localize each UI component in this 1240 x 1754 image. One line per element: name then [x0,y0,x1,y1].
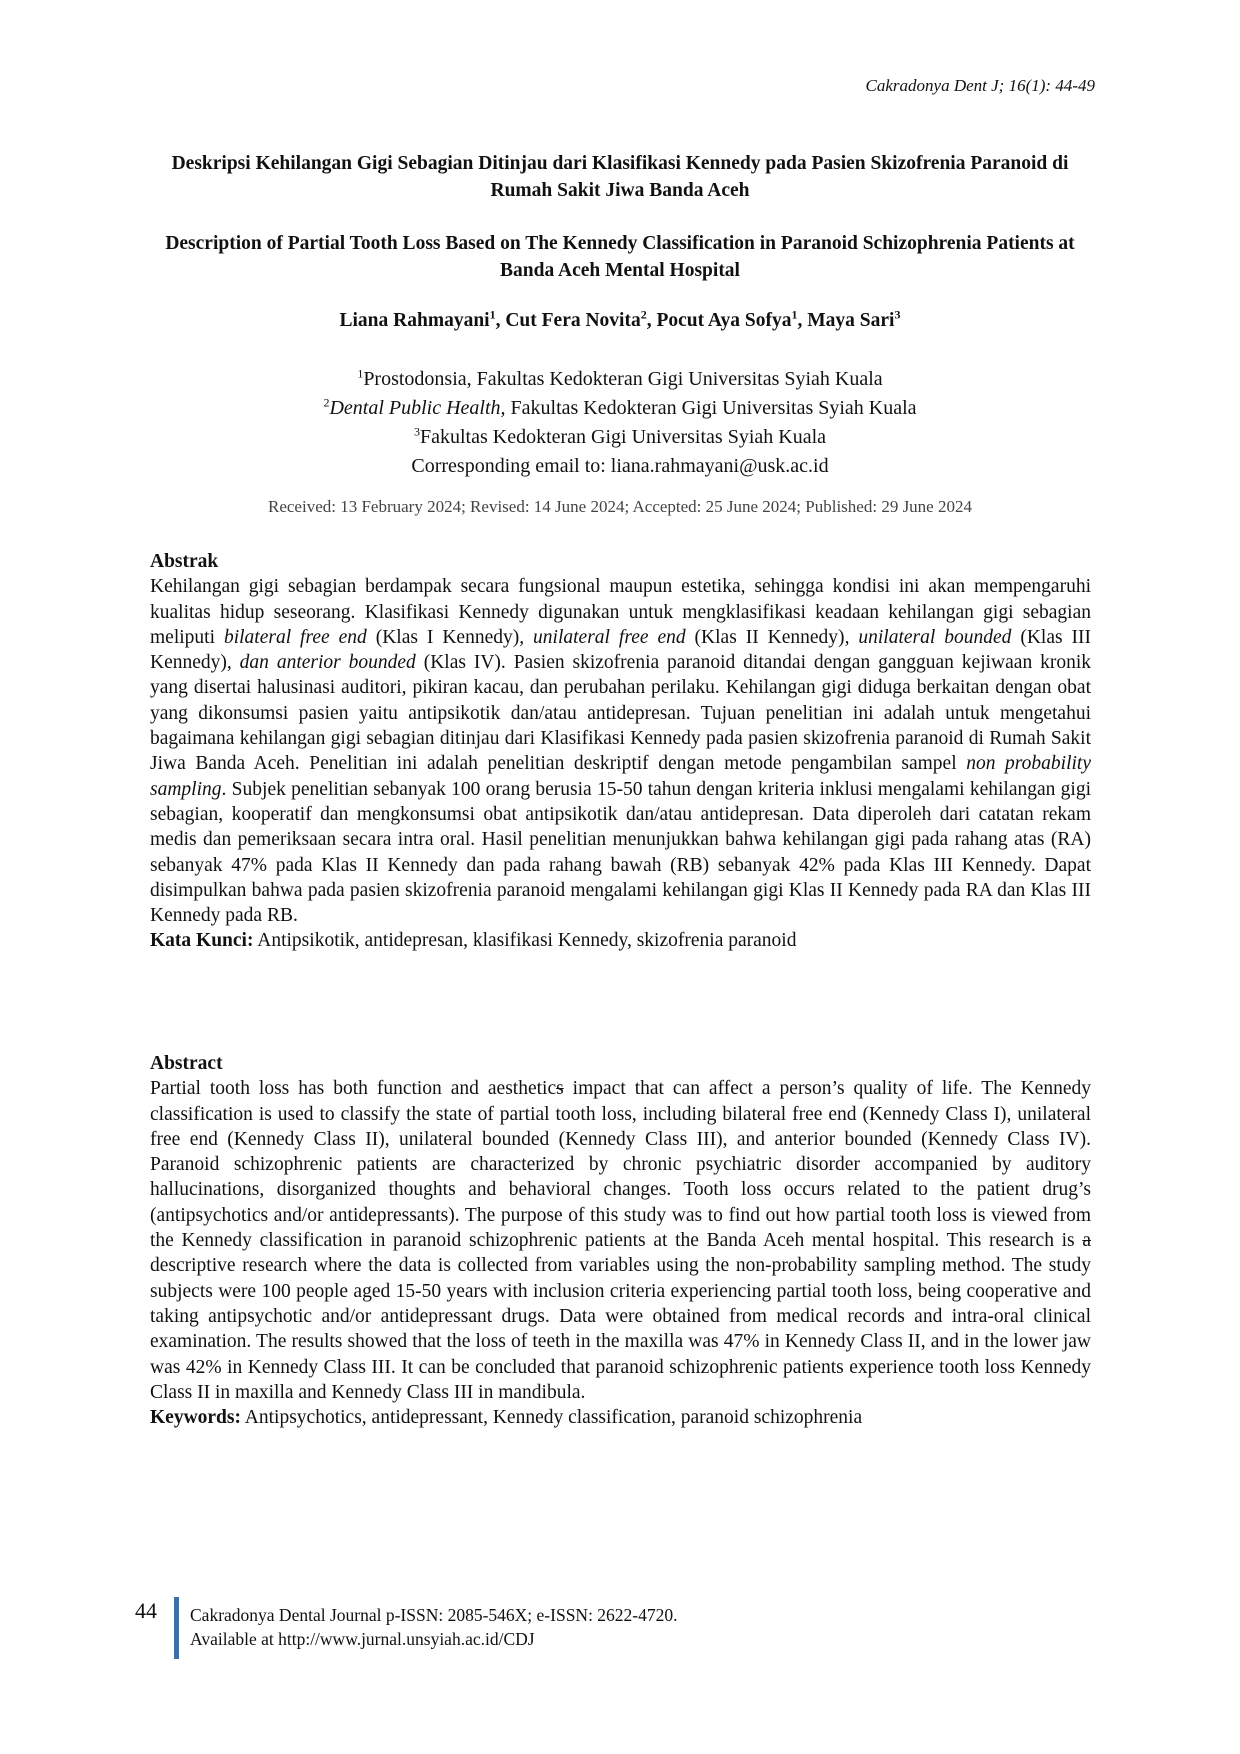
affiliation-mark: 2 [323,395,330,410]
author-name: Cut Fera Novita [505,310,641,331]
keywords-label: Keywords: [150,1407,241,1429]
abstract-text: Partial tooth loss has both function and aesthetic [150,1078,557,1100]
page-number: 44 [135,1598,157,1623]
affiliation-text: Prostodonsia, Fakultas Kedokteran Gigi Universitas Syiah Kuala [363,368,883,390]
affiliation-text: Fakultas Kedokteran Gigi Universitas Syiah Kuala [505,397,917,419]
abstrak-italic-term: unilateral free end [533,626,686,648]
abstrak-italic-term: anterior bounded [276,652,416,674]
abstrak-text: (Klas I Kennedy) [366,626,520,648]
abstract-text: impact that can affect a person’s quality of life. The Kennedy classification is used to classify the state of partial tooth loss, including bilateral free end (Kennedy Class I), unilateral free end (Kennedy Class II), unilateral bounded (Kennedy Class III), and anterior bounded (Kennedy Class IV). Paranoid schizophrenic patients are characterized by chronic psychiatric disorder accompanied by auditory hallucinations, disorganized thoughts and behavioral changes. Tooth loss occurs related to the patient drug’s (antipsychotics and/or antidepressants). The purpose of this study was to find out how partial tooth loss is viewed from the Kennedy classification in paranoid schizophrenic patients at the Banda Aceh mental hospital. This research is [150,1078,1091,1252]
journal-reference: Cakradonya Dent J; 16(1): 44-49 [865,76,1095,95]
affiliation-line [150,365,1090,394]
keywords-text: Antipsikotik, antidepresan, klasifikasi Kennedy, skizofrenia paranoid [253,930,797,952]
abstrak-section [150,549,1091,954]
abstrak-text: . Subjek penelitian sebanyak 100 orang berusia 15-50 tahun dengan kriteria inklusi mengalami kehilangan gigi sebagian, kooperatif dan mengkonsumsi obat antipsikotik dan/atau antidepresan. Data diperoleh dari catatan rekam medis dan pemeriksaan secara intra oral. Hasil penelitian menunjukkan bahwa kehilangan gigi pada rahang atas (RA) sebanyak 47% pada Klas II Kennedy dan pada rahang bawah (RB) sebanyak 42% pada Klas III Kennedy. Dapat disimpulkan bahwa pada pasien skizofrenia paranoid mengalami kehilangan gigi Klas II Kennedy pada RA dan Klas III Kennedy pada RB. [150,778,1091,927]
abstract-section [150,1051,1091,1430]
abstrak-text: , dan [226,652,277,674]
abstrak-text: Kehilangan gigi sebagian berdampak secara fungsional maupun estetika, sehingga kondisi ini akan mempengaruhi kualitas hidup seseorang. Klasifikasi Kennedy digunakan untuk mengklasifikasi keadaan kehilangan gigi sebagian meliputi [150,576,1091,648]
abstrak-body [150,574,1091,928]
abstrak-italic-term: unilateral bounded [858,626,1012,648]
abstrak-text: (Klas II Kennedy) [685,626,845,648]
affiliation-italic-text: Dental Public Health, [329,397,506,419]
abstract-keywords [150,1405,1091,1430]
footer-divider [174,1597,179,1659]
corresponding-email: Corresponding email to: liana.rahmayani@usk.ac.id [411,455,829,477]
author-affiliation-mark: 2 [640,307,647,322]
abstrak-heading: Abstrak [150,551,219,572]
abstrak-text: , [844,626,859,648]
author-affiliation-mark: 1 [791,307,798,322]
abstrak-text: (Klas III Kennedy) [150,626,1092,674]
author-name: Pocut Aya Sofya [656,310,792,331]
author-name: Liana Rahmayani [339,310,490,331]
abstract-text: descriptive research where the data is collected from variables using the non-probability sampling method. The study subjects were 100 people aged 15-50 years with inclusion criteria experiencing partial tooth loss, being cooperative and taking antipsychotic and/or antidepressant drugs. Data were obtained from medical records and intra-oral clinical examination. The results showed that the loss of teeth in the maxilla was 47% in Kennedy Class II, and in the lower jaw was 42% in Kennedy Class III. It can be concluded that paranoid schizophrenic patients experience tooth loss Kennedy Class II in maxilla and Kennedy Class III in mandibula. [150,1255,1091,1403]
keywords-text: Antipsychotics, antidepressant, Kennedy classification, paranoid schizophrenia [241,1407,863,1429]
keywords-label: Kata Kunci: [150,930,254,952]
abstrak-keywords [150,928,1091,953]
abstrak-italic-term: bilateral free end [223,626,367,648]
affiliation-line [150,423,1090,452]
abstrak-text: , [519,626,534,648]
abstract-strikethrough: a [1082,1230,1091,1252]
author-affiliation-mark: 1 [489,307,496,322]
footer-issn: Cakradonya Dental Journal p-ISSN: 2085-546X; e-ISSN: 2622-4720. [190,1605,678,1625]
publication-dates: Received: 13 February 2024; Revised: 14 June 2024; Accepted: 25 June 2024; Published: 29 June 2024 [268,497,972,516]
author-affiliation-mark: 3 [894,307,901,322]
affiliation-text: Fakultas Kedokteran Gigi Universitas Syiah Kuala [419,426,827,448]
title-indonesian: Deskripsi Kehilangan Gigi Sebagian Ditinjau dari Klasifikasi Kennedy pada Pasien Skizofrenia Paranoid di Rumah Sakit Jiwa Banda Aceh [171,153,1069,201]
author-list: Liana Rahmayani$^1$, Cut Fera Novita$^2$, Pocut Aya Sofya$^1$, Maya Sari$^3$ [339,307,901,331]
abstrak-italic-term: non probability sampling [150,753,1091,800]
footer-info [190,1603,678,1651]
affiliation-line [150,394,1090,423]
abstract-body [150,1076,1091,1405]
abstract-heading: Abstract [150,1053,223,1074]
author-name: Maya Sari [807,310,895,331]
footer-url: Available at http://www.jurnal.unsyiah.ac.id/CDJ [190,1629,535,1649]
abstrak-text: (Klas IV). Pasien skizofrenia paranoid ditandai dengan gangguan kejiwaan kronik yang disertai halusinasi auditori, pikiran kacau, dan perubahan perilaku. Kehilangan gigi diduga berkaitan dengan obat yang dikonsumsi pasien yaitu antipsikotik dan/atau antidepresan. Tujuan penelitian ini adalah untuk mengetahui bagaimana kehilangan gigi sebagian ditinjau dari Klasifikasi Kennedy pada pasien skizofrenia paranoid di Rumah Sakit Jiwa Banda Aceh. Penelitian ini adalah penelitian deskriptif dengan metode pengambilan sampel [150,652,1092,775]
affiliation-mark: 3 [413,424,420,439]
affiliations [150,365,1090,481]
affiliation-mark: 1 [357,366,364,381]
abstract-strikethrough: s [556,1078,564,1100]
title-english: Description of Partial Tooth Loss Based on The Kennedy Classification in Paranoid Schizophrenia Patients at Banda Aceh Mental Hospital [165,233,1075,281]
